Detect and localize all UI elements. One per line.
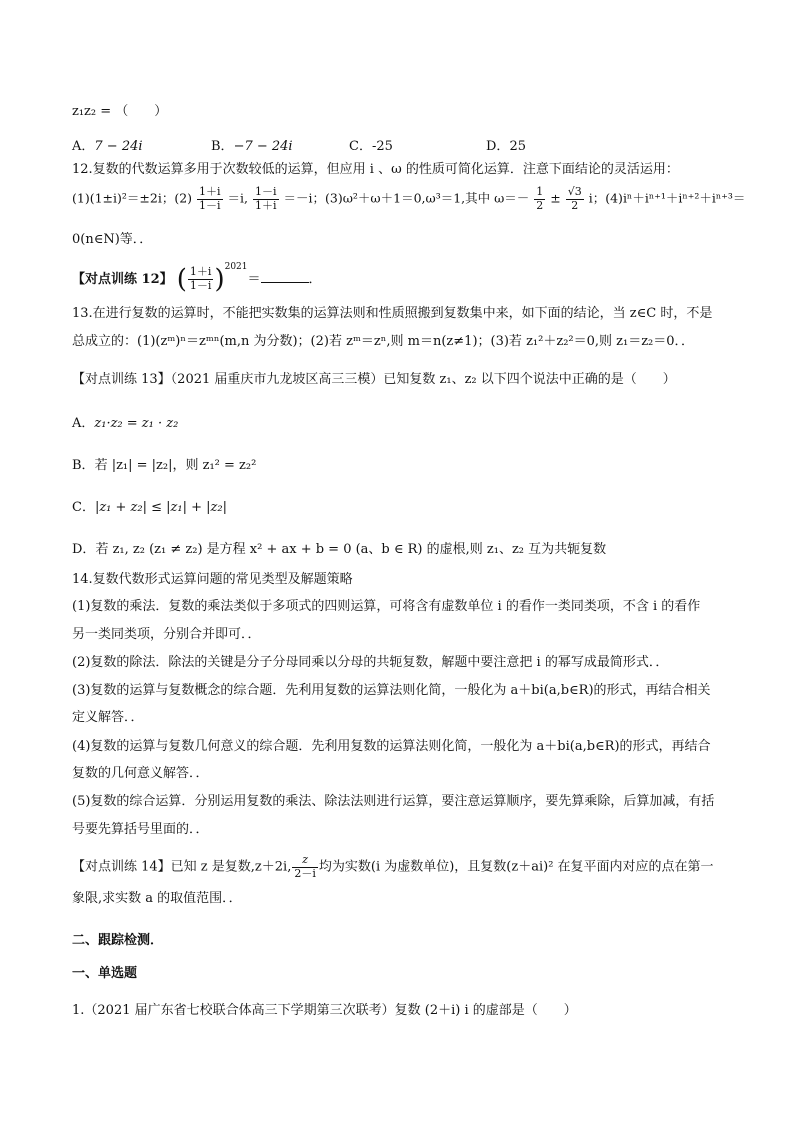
- paren-close: ): [214, 264, 225, 295]
- p14-title: 14.复数代数形式运算问题的常见类型及解题策略: [72, 572, 353, 587]
- p14-training: [72, 854, 714, 880]
- period: ．: [308, 272, 322, 287]
- p14-s3a: (3)复数的运算与复数概念的综合题．先利用复数的运算法则化简，一般化为 a＋bi(a,b∈R)的形式，再结合相关: [72, 683, 711, 698]
- p14-s3b: 定义解答．．: [72, 710, 144, 725]
- p12-formula-1: (1)(1±i)²＝±2i；(2): [72, 190, 193, 206]
- p14-s4a: (4)复数的运算与复数几何意义的综合题．先利用复数的运算法则化简，一般化为 a＋bi(a,b∈R)的形式，再结合: [72, 739, 711, 754]
- p13-option-b: B．若 |z₁| = |z₂|，则 z₁² = z₂²: [72, 458, 257, 473]
- section-subtitle: 一、单选题: [72, 966, 138, 981]
- p14-s2: (2)复数的除法．除法的关键是分子分母同乘以分母的共轭复数，解题中要注意把 i 的幂写成最简形式．．: [72, 655, 669, 670]
- exponent: 2021: [224, 262, 248, 272]
- p12-formula-3: ＝－i；(3)ω²＋ω＋1＝0,ω³＝1,其中 ω＝－: [283, 190, 530, 206]
- p12-fraction-3: $\frac{1}{2}$: [536, 185, 544, 212]
- section-title: 二、跟踪检测．: [72, 933, 164, 948]
- q11-option-b: B．−7 − 24i: [211, 139, 293, 154]
- p13-training: 【对点训练 13】（2021 届重庆市九龙坡区高三三模）已知复数 z₁、z₂ 以下四个说法中正确的是（ ）: [72, 372, 676, 387]
- equals-sign: ＝: [247, 272, 261, 287]
- p12-fraction-1: $\frac{1+i}{1-i}$: [199, 185, 221, 212]
- q11-option-d: D．25: [486, 139, 526, 154]
- p14-training-fraction: $\frac{z}{2-i}$: [294, 853, 316, 880]
- p13-option-a: A．z₁·z₂ = z₁ · z₂: [72, 416, 179, 431]
- p12-fraction-4: $\frac{√3}{2}$: [567, 185, 582, 212]
- p12-plusminus: ±: [550, 190, 561, 206]
- p14-training-part1: 【对点训练 14】已知 z 是复数,z＋2i,: [72, 859, 292, 875]
- p12-training-fraction: $\frac{1+i}{1-i}$: [189, 265, 212, 292]
- p14-s5b: 号要先算括号里面的．．: [72, 822, 209, 837]
- p14-s4b: 复数的几何意义解答．．: [72, 766, 209, 781]
- q11-option-a: A．7 − 24i: [72, 139, 143, 154]
- question-1: 1.（2021 届广东省七校联合体高三下学期第三次联考）复数 (2＋i) i 的虚部是（ ）: [72, 1003, 577, 1018]
- p13-line2: 总成立的：(1)(zᵐ)ⁿ＝zᵐⁿ(m,n 为分数)；(2)若 zᵐ＝zⁿ,则 m＝n(z≠1)；(3)若 z₁²＋z₂²＝0,则 z₁＝z₂＝0．．: [72, 334, 695, 349]
- p12-line3: 0(n∈N)等．．: [72, 232, 153, 247]
- p14-s1a: (1)复数的乘法．复数的乘法类似于多项式的四则运算，可将含有虚数单位 i 的看作一类同类项，不含 i 的看作: [72, 599, 701, 614]
- answer-blank[interactable]: [261, 270, 309, 283]
- q11-option-c: C．-25: [349, 139, 393, 154]
- p13-line1: 13.在进行复数的运算时，不能把实数集的运算法则和性质照搬到复数集中来，如下面的结论，当 z∈C 时，不是: [72, 306, 713, 321]
- paren-open: (: [176, 264, 187, 295]
- p12-intro: 12.复数的代数运算多用于次数较低的运算，但应用 i 、ω 的性质可简化运算．注意下面结论的灵活运用：: [72, 162, 679, 177]
- p12-training: [72, 262, 322, 293]
- p14-training-cont: 象限,求实数 a 的取值范围．．: [72, 891, 242, 906]
- training-label: 【对点训练 12】: [72, 272, 173, 287]
- p13-option-d: D．若 z₁, z₂ (z₁ ≠ z₂) 是方程 x² + ax + b = 0 (a、b ∈ R) 的虚根,则 z₁、z₂ 互为共轭复数: [72, 542, 607, 557]
- p14-s5a: (5)复数的综合运算．分别运用复数的乘法、除法法则进行运算，要注意运算顺序，要先算乘除，后算加减，有括: [72, 794, 715, 809]
- p12-formula-2: ＝i,: [227, 190, 249, 206]
- p13-option-c: C．|z₁ + z₂| ≤ |z₁| + |z₂|: [72, 500, 227, 515]
- p14-s1b: 另一类同类项，分别合并即可．．: [72, 627, 261, 642]
- q11-stem: z₁z₂ = （ ）: [72, 104, 168, 119]
- p12-formulas: [72, 186, 745, 212]
- p12-fraction-2: $\frac{1-i}{1+i}$: [255, 185, 277, 212]
- p14-training-part2: 均为实数(i 为虚数单位)，且复数(z＋ai)² 在复平面内对应的点在第一: [318, 859, 714, 875]
- p12-formula-4: i；(4)iⁿ＋iⁿ⁺¹＋iⁿ⁺²＋iⁿ⁺³＝: [588, 190, 746, 206]
